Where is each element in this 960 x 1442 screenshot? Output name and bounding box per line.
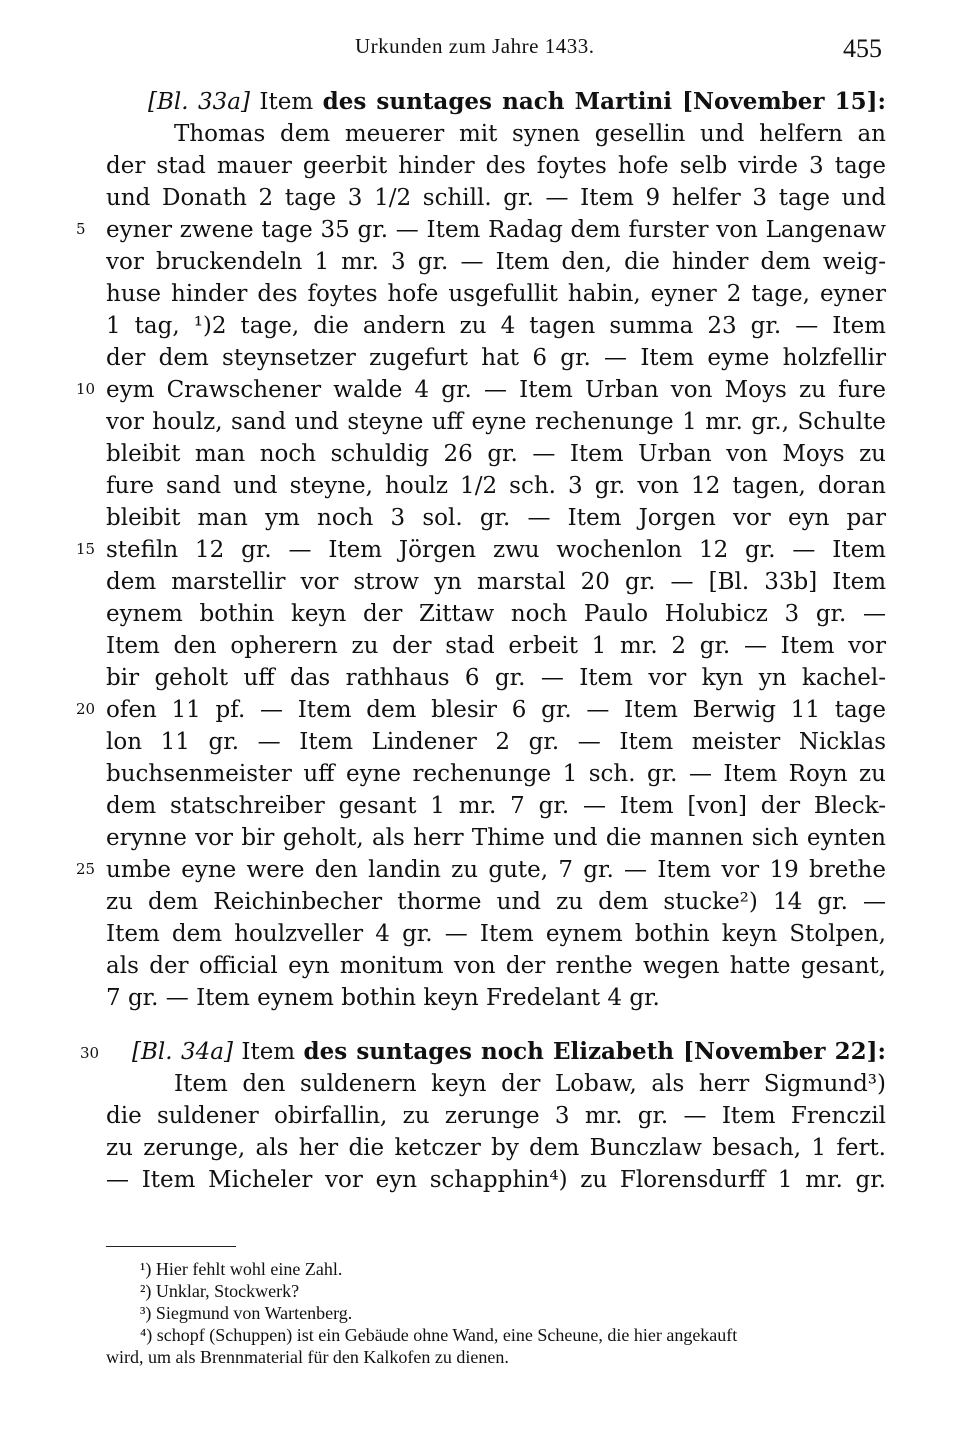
text-line: dem marstellir vor strow yn marstal 20 gr. — [Bl. 33b] Item	[106, 569, 886, 595]
text-line: eynem bothin keyn der Zittaw noch Paulo Holubicz 3 gr. —	[106, 601, 886, 627]
text-line: — Item Micheler vor eyn schapphin⁴) zu Florensdurff 1 mr. gr.	[106, 1167, 886, 1193]
footnote-continuation: wird, um als Brennmaterial für den Kalkofen zu dienen.	[106, 1347, 509, 1367]
line-number: 10	[76, 380, 96, 398]
line-number: 30	[80, 1044, 100, 1062]
text-line: vor houlz, sand und steyne uff eyne rechenunge 1 mr. gr., Schulte	[106, 409, 886, 435]
text-line: huse hinder des foytes hofe usgefullit habin, eyner 2 tage, eyner	[106, 281, 886, 307]
text-line: eym Crawschener walde 4 gr. — Item Urban von Moys zu fure	[106, 377, 886, 403]
folio-ref: [Bl. 34a]	[132, 1039, 233, 1065]
text-line: zu dem Reichinbecher thorme und zu dem stucke²) 14 gr. —	[106, 889, 886, 915]
text-line: ofen 11 pf. — Item dem blesir 6 gr. — Item Berwig 11 tage	[106, 697, 886, 723]
line-number: 15	[76, 540, 96, 558]
text-line: erynne vor bir geholt, als herr Thime und die mannen sich eynten	[106, 825, 886, 851]
text-line: Item den opherern zu der stad erbeit 1 mr. 2 gr. — Item vor	[106, 633, 886, 659]
text-line: Item den suldenern keyn der Lobaw, als herr Sigmund³)	[174, 1071, 886, 1097]
footnote: ²) Unklar, Stockwerk?	[140, 1281, 300, 1301]
text-line: der stad mauer geerbit hinder des foytes hofe selb virde 3 tage	[106, 153, 886, 179]
text-line: bleibit man ym noch 3 sol. gr. — Item Jorgen vor eyn par	[106, 505, 886, 531]
text-line: 7 gr. — Item eynem bothin keyn Fredelant 4 gr.	[106, 985, 660, 1011]
text-line: 1 tag, ¹)2 tage, die andern zu 4 tagen summa 23 gr. — Item	[106, 313, 886, 339]
line-number: 25	[76, 860, 96, 878]
text-line: fure sand und steyne, houlz 1/2 sch. 3 gr. von 12 tagen, doran	[106, 473, 886, 499]
text-line: stefiln 12 gr. — Item Jörgen zwu wochenlon 12 gr. — Item	[106, 537, 886, 563]
heading-text: des suntages nach Martini [November 15]:	[322, 88, 886, 115]
text-line: Thomas dem meuerer mit synen gesellin und helfern an	[174, 121, 886, 147]
text-line: die suldener obirfallin, zu zerunge 3 mr. gr. — Item Frenczil	[106, 1103, 886, 1129]
footnote: ³) Siegmund von Wartenberg.	[140, 1303, 353, 1323]
footnote: ⁴) schopf (Schuppen) ist ein Gebäude ohne Wand, eine Scheune, die hier angekauft	[140, 1325, 738, 1345]
text-line: eyner zwene tage 35 gr. — Item Radag dem furster von Langenaw	[106, 217, 886, 243]
line-number: 20	[76, 700, 96, 718]
text-line: buchsenmeister uff eyne rechenunge 1 sch. gr. — Item Royn zu	[106, 761, 886, 787]
item-word: Item	[259, 89, 314, 115]
section-heading-1	[148, 86, 886, 118]
line-number: 5	[76, 220, 86, 238]
footnote-rule	[106, 1246, 236, 1247]
page-number: 455	[843, 34, 882, 63]
text-line: lon 11 gr. — Item Lindener 2 gr. — Item meister Nicklas	[106, 729, 886, 755]
text-line: vor bruckendeln 1 mr. 3 gr. — Item den, die hinder dem weig-	[106, 249, 886, 275]
text-line: der dem steynsetzer zugefurt hat 6 gr. — Item eyme holzfellir	[106, 345, 886, 371]
text-line: und Donath 2 tage 3 1/2 schill. gr. — Item 9 helfer 3 tage und	[106, 185, 886, 211]
item-word: Item	[241, 1039, 296, 1065]
text-line: als der official eyn monitum von der renthe wegen hatte gesant,	[106, 953, 886, 979]
text-line: bleibit man noch schuldig 26 gr. — Item Urban von Moys zu	[106, 441, 886, 467]
text-line: zu zerunge, als her die ketczer by dem Bunczlaw besach, 1 fert.	[106, 1135, 886, 1161]
text-line: bir geholt uff das rathhaus 6 gr. — Item vor kyn yn kachel-	[106, 665, 886, 691]
folio-ref: [Bl. 33a]	[148, 89, 250, 115]
footnote: ¹) Hier fehlt wohl eine Zahl.	[140, 1259, 343, 1279]
page-header	[0, 34, 960, 64]
section-heading-2	[132, 1036, 886, 1068]
text-line: umbe eyne were den landin zu gute, 7 gr. — Item vor 19 brethe	[106, 857, 886, 883]
heading-text: des suntages noch Elizabeth [November 22]:	[303, 1038, 886, 1065]
text-line: Item dem houlzveller 4 gr. — Item eynem bothin keyn Stolpen,	[106, 921, 886, 947]
text-line: dem statschreiber gesant 1 mr. 7 gr. — Item [von] der Bleck-	[106, 793, 886, 819]
running-title: Urkunden zum Jahre 1433.	[355, 34, 595, 58]
